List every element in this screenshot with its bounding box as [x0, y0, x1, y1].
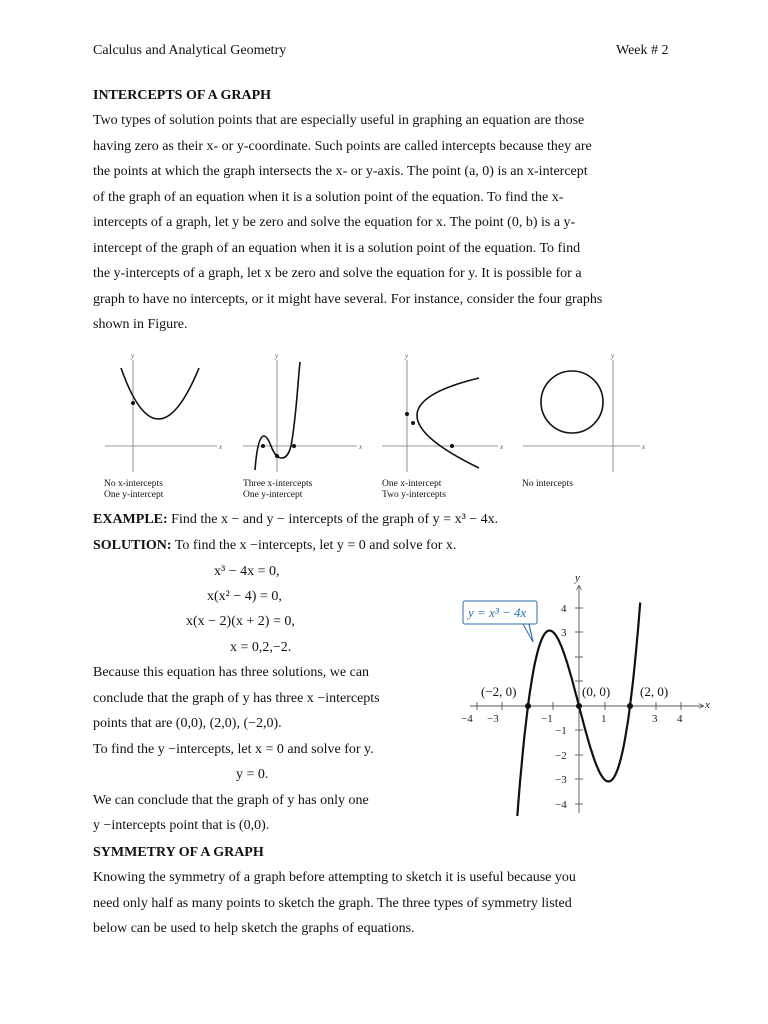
- equation-3: x(x − 2)(x + 2) = 0,: [186, 614, 295, 629]
- y-tick-label: −3: [555, 774, 567, 786]
- sideways-parabola-curve: [417, 378, 479, 468]
- solution-text-line: Because this equation has three solutions, we can: [93, 665, 370, 680]
- figure-caption-1: [104, 479, 163, 501]
- paragraph-line: graph to have no intercepts, or it might have several. For instance, consider the four graphs: [93, 291, 603, 307]
- paragraph-line: of the graph of an equation when it is a solution point of the equation. To find the x-: [93, 189, 564, 205]
- section-title-symmetry: SYMMETRY OF A GRAPH: [93, 845, 264, 860]
- x-tick-label: −4: [461, 713, 473, 725]
- axis-x-label: x: [219, 443, 223, 451]
- paragraph-line: shown in Figure.: [93, 317, 188, 332]
- axis-x-label: x: [359, 443, 363, 451]
- solution-text-line: We can conclude that the graph of y has only one: [93, 793, 369, 808]
- equation-4: x = 0,2,−2.: [230, 640, 292, 655]
- caption-line: One x-intercept: [382, 479, 442, 489]
- paragraph-line: Knowing the symmetry of a graph before attempting to sketch it is useful because you: [93, 870, 576, 885]
- solution-text-line: y −intercepts point that is (0,0).: [93, 818, 270, 833]
- axis-y-label: y: [405, 352, 409, 360]
- example-text: Find the x − and y − intercepts of the graph of y = x³ − 4x.: [171, 512, 499, 527]
- intercept-dot: [627, 703, 633, 709]
- point-label: (0, 0): [582, 684, 611, 699]
- cubic-curve: [255, 362, 300, 470]
- x-tick-label: −3: [487, 713, 499, 725]
- x-tick-label: 1: [601, 713, 607, 725]
- solution-line: [93, 538, 456, 554]
- page-header-left: Calculus and Analytical Geometry: [93, 43, 287, 58]
- circle-curve: [541, 371, 603, 433]
- axis-y-label: y: [275, 352, 279, 360]
- intercepts-paragraph: [93, 108, 650, 338]
- y-tick-label: 4: [561, 603, 567, 615]
- page-header-right: Week # 2: [616, 43, 669, 58]
- cubic-graph: [455, 568, 725, 818]
- y-tick-label: 3: [561, 627, 567, 639]
- x-tick-label: 4: [677, 713, 683, 725]
- axis-x-label: x: [705, 699, 710, 711]
- example-line: [93, 512, 498, 528]
- figure-caption-4: [522, 479, 573, 490]
- paragraph-line: the y-intercepts of a graph, let x be zero and solve the equation for y. It is possible for a: [93, 266, 582, 281]
- point-label: (−2, 0): [481, 684, 517, 699]
- equation-2: x(x² − 4) = 0,: [207, 589, 282, 604]
- solution-text-line: conclude that the graph of y has three x −intercepts: [93, 691, 380, 706]
- intercept-figure: [95, 350, 655, 480]
- figure-caption-3: [382, 479, 446, 501]
- caption-line: Two y-intercepts: [382, 490, 446, 500]
- equation-callout: [463, 601, 537, 642]
- axis-x-label: x: [642, 443, 646, 451]
- intercept-dot: [525, 703, 531, 709]
- intercept-dot: [261, 444, 265, 448]
- paragraph-line: need only half as many points to sketch the graph. The three types of symmetry listed: [93, 895, 572, 911]
- paragraph-line: having zero as their x- or y-coordinate. Such points are called intercepts because they are: [93, 138, 592, 154]
- solution-text-line: points that are (0,0), (2,0), (−2,0).: [93, 716, 282, 731]
- equation-callout-label: y = x³ − 4x: [468, 605, 527, 620]
- axis-y-label: y: [575, 572, 580, 584]
- paragraph-line: Two types of solution points that are especially useful in graphing an equation are those: [93, 113, 585, 128]
- x-tick-label: −1: [541, 713, 553, 725]
- caption-line: No x-intercepts: [104, 479, 163, 489]
- solution-text-line: To find the y −intercepts, let x = 0 and solve for y.: [93, 742, 374, 757]
- x-tick-label: 3: [652, 713, 658, 725]
- point-label: (2, 0): [640, 684, 669, 699]
- solution-label: SOLUTION:: [93, 538, 172, 553]
- y-tick-label: −1: [555, 725, 567, 737]
- caption-line: No intercepts: [522, 479, 573, 489]
- intercept-dot: [275, 454, 279, 458]
- section-title-intercepts: INTERCEPTS OF A GRAPH: [93, 88, 272, 103]
- intercept-dot: [411, 421, 415, 425]
- paragraph-line: the points at which the graph intersects the x- or y-axis. The point (a, 0) is an x-intercept: [93, 164, 588, 179]
- intercept-dot: [292, 444, 296, 448]
- caption-line: One y-intercept: [243, 490, 303, 500]
- caption-line: Three x-intercepts: [243, 479, 313, 489]
- paragraph-line: below can be used to help sketch the graphs of equations.: [93, 921, 415, 936]
- y-tick-label: −2: [555, 750, 567, 762]
- caption-line: One y-intercept: [104, 490, 164, 500]
- intercept-dot: [450, 444, 454, 448]
- intercept-dot: [131, 401, 135, 405]
- axis-y-label: y: [611, 352, 615, 360]
- intercept-dot: [576, 703, 582, 709]
- axis-y-label: y: [131, 352, 135, 360]
- equation-1: x³ − 4x = 0,: [214, 564, 280, 579]
- paragraph-line: intercept of the graph of an equation when it is a solution point of the equation. To find: [93, 240, 581, 256]
- figure-caption-2: [243, 479, 312, 501]
- symmetry-paragraph: [93, 865, 650, 942]
- example-label: EXAMPLE:: [93, 512, 168, 527]
- solution-text: To find the x −intercepts, let y = 0 and solve for x.: [174, 538, 457, 553]
- axis-x-label: x: [500, 443, 504, 451]
- paragraph-line: intercepts of a graph, let y be zero and solve the equation for x. The point (0, b) is a y-: [93, 215, 576, 230]
- y-tick-label: −4: [555, 799, 567, 811]
- intercept-dot: [405, 412, 409, 416]
- equation-5: y = 0.: [236, 767, 269, 782]
